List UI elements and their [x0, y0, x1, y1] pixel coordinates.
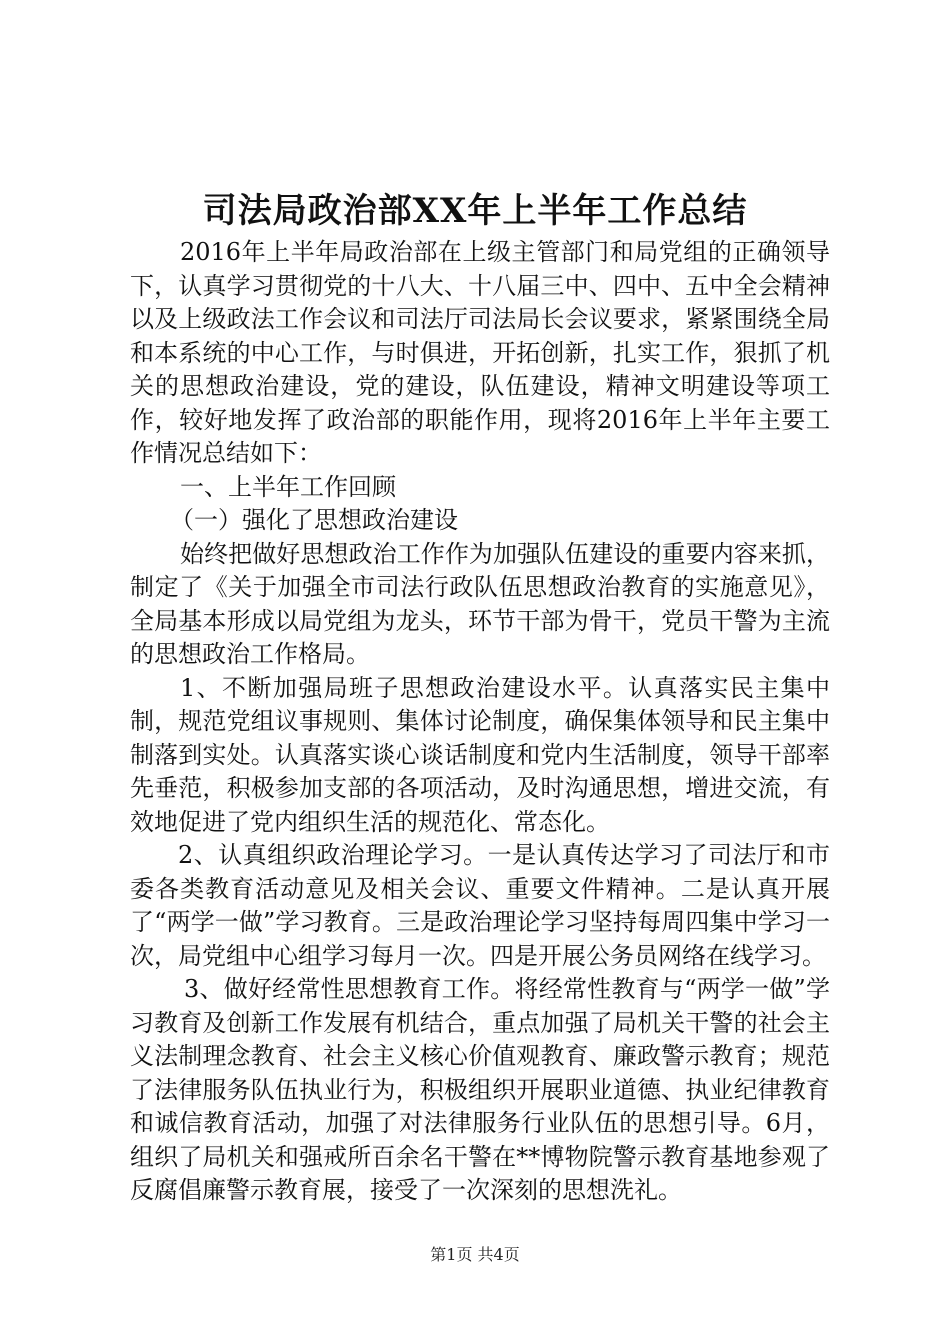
intro-paragraph: 2016年上半年局政治部在上级主管部门和局党组的正确领导下，认真学习贯彻党的十八大、十八届三中、四中、五中全会精神以及上级政法工作会议和司法厅司法局长会议要求，紧紧围绕全局和本系统的中心工作，与时俱进，开拓创新，扎实工作，狠抓了机关的思想政治建设，党的建设，队伍建设，精神文明建设等项工作，较好地发挥了政治部的职能作用，现将2016年上半年主要工作情况总结如下：	[130, 238, 830, 467]
document-title: 司法局政治部XX年上半年工作总结	[202, 191, 748, 231]
item-paragraph-1: 1、不断加强局班子思想政治建设水平。认真落实民主集中制，规范党组议事规则、集体讨论制度，确保集体领导和民主集中制落到实处。认真落实谈心谈话制度和党内生活制度，领导干部率先垂范，积极参加支部的各项活动，及时沟通思想，增进交流，有效地促进了党内组织生活的规范化、常态化。	[130, 673, 830, 836]
document-body	[130, 236, 830, 1208]
item-paragraph-3: 3、做好经常性思想教育工作。将经常性教育与“两学一做”学习教育及创新工作发展有机结合，重点加强了局机关干警的社会主义法制理念教育、社会主义核心价值观教育、廉政警示教育；规范了法律服务队伍执业行为，积极组织开展职业道德、执业纪律教育和诚信教育活动，加强了对法律服务行业队伍的思想引导。6月，组织了局机关和强戒所百余名干警在**博物院警示教育基地参观了反腐倡廉警示教育展，接受了一次深刻的思想洗礼。	[130, 975, 830, 1204]
item-paragraph-2: 2、认真组织政治理论学习。一是认真传达学习了司法厅和市委各类教育活动意见及相关会议、重要文件精神。二是认真开展了“两学一做”学习教育。三是政治理论学习坚持每周四集中学习一次，局党组中心组学习每月一次。四是开展公务员网络在线学习。	[130, 841, 830, 970]
subsection-paragraph: 始终把做好思想政治工作作为加强队伍建设的重要内容来抓，制定了《关于加强全市司法行政队伍思想政治教育的实施意见》，全局基本形成以局党组为龙头，环节干部为骨干，党员干警为主流的思想政治工作格局。	[130, 539, 830, 668]
page-footer: 第1页 共4页	[430, 1245, 520, 1264]
section-heading: 一、上半年工作回顾	[180, 472, 396, 501]
subsection-heading: （一）强化了思想政治建设	[170, 506, 458, 534]
